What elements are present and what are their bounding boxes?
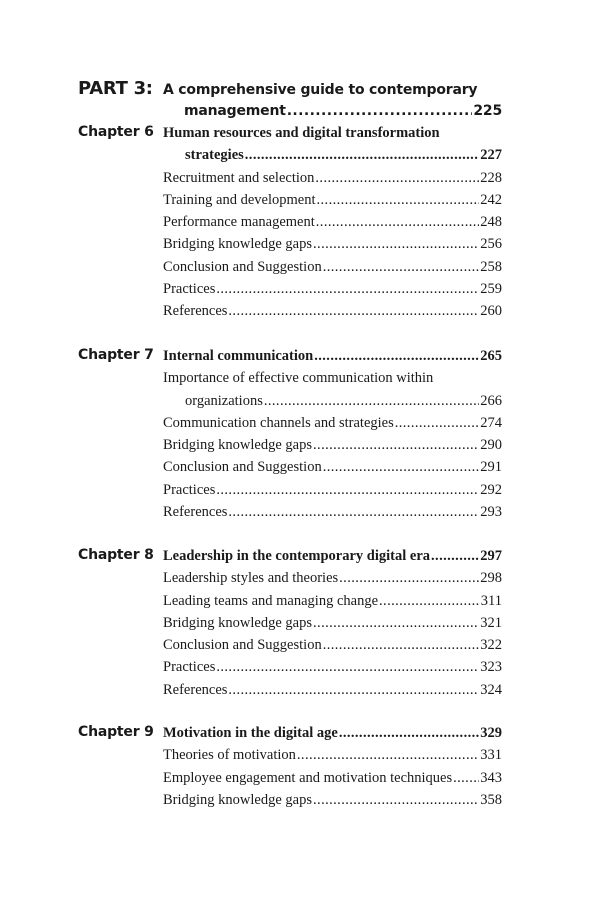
entry-title: Importance of effective communication within: [163, 370, 434, 387]
leader-dots: [339, 722, 479, 744]
page-number: 329: [480, 725, 502, 741]
chapter-title-text: Leadership in the contemporary digital era: [163, 548, 431, 564]
leader-dots: [216, 278, 479, 300]
toc-entry[interactable]: [163, 767, 502, 789]
entry-title: Bridging knowledge gaps: [163, 791, 313, 808]
toc-entry[interactable]: [163, 590, 502, 612]
page-number: 274: [480, 414, 502, 431]
entry-title: Conclusion and Suggestion: [163, 258, 322, 275]
entry-title: References: [163, 681, 228, 698]
chapter-entries: [163, 122, 502, 323]
chapter-label: Chapter 6: [78, 124, 154, 140]
leader-dots: [431, 545, 479, 567]
page-number: 331: [480, 747, 502, 764]
leader-dots: [453, 767, 479, 789]
page-number: 343: [480, 769, 502, 786]
toc-entry[interactable]: [163, 434, 502, 456]
toc-entry-line2[interactable]: [163, 390, 502, 412]
leader-dots: [379, 590, 480, 612]
leader-dots: [395, 412, 480, 434]
entry-title: Leadership styles and theories: [163, 570, 339, 587]
toc-entry[interactable]: [163, 479, 502, 501]
leader-dots: [317, 189, 480, 211]
chapter-title[interactable]: [163, 545, 502, 567]
toc-entry[interactable]: [163, 612, 502, 634]
entry-title: Employee engagement and motivation techniques: [163, 769, 453, 786]
leader-dots: [228, 300, 479, 322]
toc-entry[interactable]: [163, 233, 502, 255]
part-title-line2[interactable]: [163, 101, 502, 121]
leader-dots: [323, 256, 480, 278]
page-number: 242: [480, 191, 502, 208]
chapter-label: Chapter 8: [78, 547, 154, 563]
page-number: 293: [480, 504, 502, 521]
leader-dots: [264, 390, 479, 412]
entry-title: Bridging knowledge gaps: [163, 437, 313, 454]
entry-title: Practices: [163, 481, 216, 498]
leader-dots: [297, 744, 479, 766]
page-number: 266: [480, 392, 502, 409]
page-number: 311: [480, 592, 502, 609]
leader-dots: [313, 612, 479, 634]
entry-title: Theories of motivation: [163, 747, 296, 764]
toc-entry[interactable]: [163, 300, 502, 322]
chapter-entries: [163, 722, 502, 811]
page-number: 322: [480, 637, 502, 654]
leader-dots: [287, 101, 473, 121]
leader-dots: [323, 456, 480, 478]
chapter-label: Chapter 9: [78, 724, 154, 740]
chapter-title-text: Motivation in the digital age: [163, 725, 338, 741]
part-label: PART 3:: [78, 78, 153, 99]
chapter-entries: [163, 345, 502, 523]
leader-dots: [245, 144, 479, 166]
page-number: 259: [480, 281, 502, 298]
toc-entry[interactable]: [163, 567, 502, 589]
toc-entry[interactable]: [163, 412, 502, 434]
toc-entry[interactable]: [163, 789, 502, 811]
toc-entry[interactable]: [163, 634, 502, 656]
page-number: 291: [480, 459, 502, 476]
toc-entry[interactable]: [163, 167, 502, 189]
leader-dots: [228, 501, 479, 523]
leader-dots: [216, 479, 479, 501]
entry-title: References: [163, 303, 228, 320]
chapter-entries: [163, 545, 502, 701]
page-number: 324: [480, 681, 502, 698]
page-number: 358: [480, 791, 502, 808]
part-title-text: A comprehensive guide to contemporary: [163, 82, 478, 98]
entry-title: Bridging knowledge gaps: [163, 236, 313, 253]
toc-entry[interactable]: [163, 256, 502, 278]
entry-title: Performance management: [163, 214, 315, 231]
leader-dots: [314, 345, 479, 367]
chapter-title-text: Internal communication: [163, 348, 314, 364]
entry-title: Recruitment and selection: [163, 169, 315, 186]
page-number: 321: [480, 614, 502, 631]
page-number: 260: [480, 303, 502, 320]
leader-dots: [216, 656, 479, 678]
page-number: 248: [480, 214, 502, 231]
toc-entry[interactable]: [163, 656, 502, 678]
page-number: 297: [480, 548, 502, 564]
page-number: 228: [480, 169, 502, 186]
page-number: 258: [480, 258, 502, 275]
entry-title: Practices: [163, 281, 216, 298]
chapter-title-line1[interactable]: [163, 122, 502, 144]
entry-title: References: [163, 504, 228, 521]
toc-entry[interactable]: [163, 456, 502, 478]
chapter-title[interactable]: [163, 722, 502, 744]
page-number: 225: [473, 103, 502, 119]
entry-title: organizations: [185, 392, 263, 409]
toc-entry[interactable]: [163, 278, 502, 300]
leader-dots: [313, 434, 479, 456]
toc-entry[interactable]: [163, 189, 502, 211]
part-title-text: management: [184, 103, 286, 119]
page-number: 323: [480, 659, 502, 676]
toc-entry[interactable]: [163, 744, 502, 766]
leader-dots: [323, 634, 480, 656]
entry-title: Conclusion and Suggestion: [163, 637, 322, 654]
leader-dots: [316, 211, 479, 233]
chapter-title-text: strategies: [185, 147, 244, 164]
chapter-label: Chapter 7: [78, 347, 154, 363]
page-number: 292: [480, 481, 502, 498]
chapter-title[interactable]: [163, 345, 502, 367]
page-number: 227: [480, 147, 502, 164]
entry-title: Communication channels and strategies: [163, 414, 394, 431]
entry-title: Bridging knowledge gaps: [163, 614, 313, 631]
leader-dots: [313, 233, 479, 255]
part-title-line1: [163, 80, 502, 100]
page-number: 290: [480, 437, 502, 454]
leader-dots: [315, 167, 479, 189]
entry-title: Conclusion and Suggestion: [163, 459, 322, 476]
chapter-title-text: Human resources and digital transformation: [163, 125, 440, 141]
toc-entry[interactable]: [163, 679, 502, 701]
leader-dots: [313, 789, 479, 811]
toc-entry[interactable]: [163, 501, 502, 523]
leader-dots: [339, 567, 479, 589]
entry-title: Training and development: [163, 191, 316, 208]
page-number: 256: [480, 236, 502, 253]
page-number: 298: [480, 570, 502, 587]
entry-title: Practices: [163, 659, 216, 676]
entry-title: Leading teams and managing change: [163, 592, 379, 609]
toc-entry-line1[interactable]: [163, 367, 502, 389]
chapter-title-line2[interactable]: [163, 144, 502, 166]
toc-entry[interactable]: [163, 211, 502, 233]
leader-dots: [228, 679, 479, 701]
page-number: 265: [480, 348, 502, 364]
